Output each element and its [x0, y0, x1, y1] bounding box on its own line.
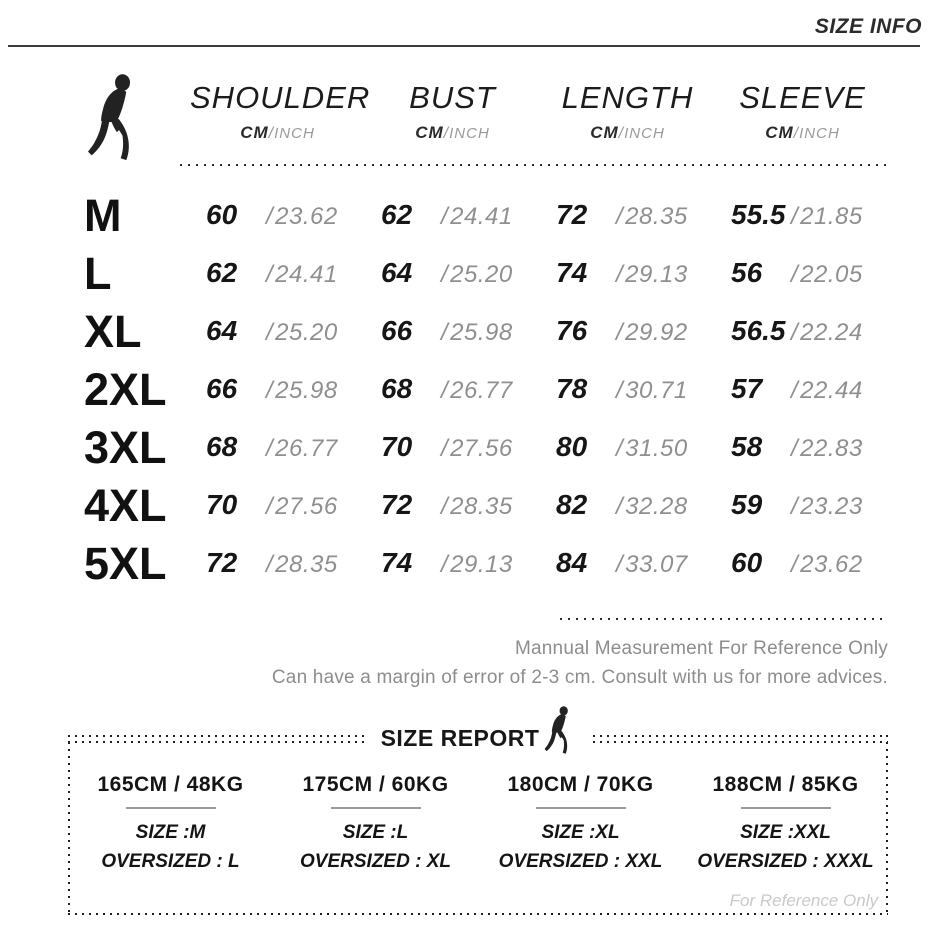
shoulder-cell — [190, 373, 365, 405]
cm-value: 64 — [206, 315, 238, 346]
unit-inch: INCH — [799, 125, 840, 142]
unit-cm: CM — [765, 123, 794, 142]
slash-separator: / — [441, 551, 449, 578]
size-label: 5XL — [84, 537, 167, 589]
cm-value: 64 — [381, 257, 413, 288]
table-row-4xl — [70, 476, 890, 534]
height-weight: 175CM / 60KG — [302, 773, 449, 796]
inch-number: 26.77 — [450, 377, 513, 404]
sleeve-cell — [715, 489, 890, 521]
cm-value: 55.5 — [731, 199, 786, 230]
size-report-header — [367, 701, 590, 753]
height-weight: 165CM / 48KG — [97, 773, 244, 796]
slash-separator: / — [266, 377, 274, 404]
inch-number: 25.20 — [275, 319, 338, 346]
report-entry-xxl — [683, 773, 888, 873]
size-label: M — [84, 189, 122, 241]
cm-value: 59 — [731, 489, 763, 520]
inch-value — [441, 493, 513, 521]
unit-cm: CM — [590, 123, 619, 142]
inch-value — [791, 319, 863, 347]
inch-value — [791, 493, 863, 521]
size-label: XL — [84, 305, 142, 357]
note-line-1: Mannual Measurement For Reference Only — [515, 638, 888, 659]
inch-value — [441, 261, 513, 289]
recommended-size: SIZE :M — [135, 822, 206, 843]
inch-value — [441, 203, 513, 231]
table-column-headers — [70, 80, 890, 143]
note-line-2: Can have a margin of error of 2-3 cm. Consult with us for more advices. — [271, 667, 888, 689]
inch-number: 28.35 — [450, 493, 513, 520]
oversized-size: OVERSIZED : XL — [300, 851, 451, 872]
inch-value — [266, 203, 338, 231]
size-label: L — [84, 247, 112, 299]
inch-number: 29.13 — [625, 261, 688, 288]
cm-value: 80 — [556, 431, 588, 462]
length-cell — [540, 315, 715, 347]
table-row-m — [70, 186, 890, 244]
slash-separator: / — [791, 493, 799, 520]
unit-inch: INCH — [274, 125, 315, 142]
inch-value — [616, 551, 688, 579]
oversized-size: OVERSIZED : XXXL — [697, 851, 874, 872]
inch-number: 25.98 — [275, 377, 338, 404]
page-title: SIZE INFO — [814, 15, 922, 38]
size-table — [70, 186, 890, 592]
cm-value: 57 — [731, 373, 763, 404]
entry-divider — [126, 807, 216, 809]
oversized-size: OVERSIZED : XXL — [498, 851, 663, 872]
inch-value — [266, 435, 338, 463]
sleeve-cell — [715, 199, 890, 231]
slash-separator: / — [616, 203, 624, 230]
column-label: LENGTH — [561, 80, 694, 115]
size-report-title: SIZE REPORT — [380, 725, 540, 751]
slash-separator: / — [268, 125, 275, 142]
slash-separator: / — [441, 319, 449, 346]
inch-number: 24.41 — [275, 261, 338, 288]
slash-separator: / — [616, 435, 624, 462]
inch-number: 23.23 — [800, 493, 863, 520]
bust-cell — [365, 489, 540, 521]
report-entry-xl — [478, 773, 683, 873]
column-label: SHOULDER — [190, 80, 371, 115]
inch-number: 31.50 — [625, 435, 688, 462]
inch-value — [616, 377, 688, 405]
column-header-length — [540, 80, 715, 143]
inch-number: 22.44 — [800, 377, 863, 404]
slash-separator: / — [266, 493, 274, 520]
bust-cell — [365, 431, 540, 463]
table-row-5xl — [70, 534, 890, 592]
column-header-shoulder — [190, 80, 371, 143]
inch-number: 25.20 — [450, 261, 513, 288]
recommended-size: SIZE :L — [342, 822, 409, 843]
slash-separator: / — [443, 125, 450, 142]
inch-value — [616, 493, 688, 521]
cm-value: 72 — [206, 547, 238, 578]
cm-value: 68 — [206, 431, 238, 462]
shoulder-cell — [190, 489, 365, 521]
column-units — [365, 123, 540, 143]
cm-value: 66 — [381, 315, 413, 346]
inch-value — [441, 377, 513, 405]
shoulder-cell — [190, 431, 365, 463]
shoulder-cell — [190, 199, 365, 231]
inch-value — [791, 377, 863, 405]
inch-number: 30.71 — [625, 377, 688, 404]
bust-cell — [365, 315, 540, 347]
length-cell — [540, 431, 715, 463]
bust-cell — [365, 257, 540, 289]
cm-value: 74 — [556, 257, 588, 288]
table-row-xl — [70, 302, 890, 360]
inch-number: 22.05 — [800, 261, 863, 288]
oversized-size: OVERSIZED : L — [101, 851, 240, 872]
inch-value — [791, 551, 863, 579]
entry-divider — [331, 807, 421, 809]
measurement-notes — [272, 634, 888, 693]
size-report-entries — [68, 735, 888, 873]
inch-value — [441, 435, 513, 463]
bust-cell — [365, 199, 540, 231]
bust-cell — [365, 373, 540, 405]
cm-value: 62 — [206, 257, 238, 288]
inch-number: 29.13 — [450, 551, 513, 578]
slash-separator: / — [441, 203, 449, 230]
inch-value — [616, 435, 688, 463]
cm-value: 70 — [381, 431, 413, 462]
cm-value: 76 — [556, 315, 588, 346]
slash-separator: / — [793, 125, 800, 142]
height-weight: 180CM / 70KG — [507, 773, 654, 796]
slash-separator: / — [616, 261, 624, 288]
slash-separator: / — [441, 261, 449, 288]
inch-number: 23.62 — [275, 203, 338, 230]
sleeve-cell — [715, 431, 890, 463]
inch-number: 24.41 — [450, 203, 513, 230]
inch-number: 32.28 — [625, 493, 688, 520]
inch-value — [441, 319, 513, 347]
slash-separator: / — [616, 377, 624, 404]
cm-value: 78 — [556, 373, 588, 404]
cm-value: 60 — [731, 547, 763, 578]
length-cell — [540, 547, 715, 579]
slash-separator: / — [791, 261, 799, 288]
inch-number: 22.24 — [800, 319, 863, 346]
inch-number: 22.83 — [800, 435, 863, 462]
inch-number: 26.77 — [275, 435, 338, 462]
shoulder-cell — [190, 257, 365, 289]
entry-divider — [536, 807, 626, 809]
header-rule — [8, 45, 920, 47]
column-units — [715, 123, 890, 143]
report-footer-note: For Reference Only — [729, 891, 878, 910]
slash-separator: / — [791, 319, 799, 346]
inch-number: 33.07 — [625, 551, 688, 578]
unit-cm: CM — [240, 123, 269, 142]
notes-dotted-divider — [560, 618, 888, 620]
slash-separator: / — [616, 551, 624, 578]
size-label: 4XL — [84, 479, 167, 531]
cm-value: 60 — [206, 199, 238, 230]
size-label: 2XL — [84, 363, 167, 415]
inch-number: 27.56 — [275, 493, 338, 520]
table-row-l — [70, 244, 890, 302]
slash-separator: / — [441, 435, 449, 462]
length-cell — [540, 489, 715, 521]
report-entry-l — [273, 773, 478, 873]
inch-value — [791, 261, 863, 289]
header-dotted-divider — [180, 164, 890, 166]
cm-value: 72 — [381, 489, 413, 520]
cm-value: 56 — [731, 257, 763, 288]
column-units — [190, 123, 365, 143]
inch-value — [266, 377, 338, 405]
entry-divider — [741, 807, 831, 809]
shoulder-cell — [190, 547, 365, 579]
height-weight: 188CM / 85KG — [712, 773, 859, 796]
table-row-3xl — [70, 418, 890, 476]
cm-value: 56.5 — [731, 315, 786, 346]
cm-value: 70 — [206, 489, 238, 520]
inch-value — [441, 551, 513, 579]
inch-number: 21.85 — [800, 203, 863, 230]
inch-number: 25.98 — [450, 319, 513, 346]
inch-value — [616, 261, 688, 289]
slash-separator: / — [791, 377, 799, 404]
shoulder-cell — [190, 315, 365, 347]
sleeve-cell — [715, 373, 890, 405]
slash-separator: / — [618, 125, 625, 142]
inch-value — [791, 435, 863, 463]
header-spacer — [70, 80, 190, 143]
recommended-size: SIZE :XXL — [740, 822, 831, 843]
cm-value: 74 — [381, 547, 413, 578]
length-cell — [540, 199, 715, 231]
inch-value — [266, 261, 338, 289]
sleeve-cell — [715, 257, 890, 289]
inch-number: 27.56 — [450, 435, 513, 462]
slash-separator: / — [266, 435, 274, 462]
slash-separator: / — [441, 493, 449, 520]
slash-separator: / — [791, 551, 799, 578]
slash-separator: / — [616, 319, 624, 346]
inch-value — [266, 551, 338, 579]
cm-value: 82 — [556, 489, 588, 520]
slash-separator: / — [616, 493, 624, 520]
inch-number: 28.35 — [275, 551, 338, 578]
column-header-bust — [365, 80, 540, 143]
size-label: 3XL — [84, 421, 167, 473]
column-header-sleeve — [715, 80, 890, 143]
inch-value — [266, 319, 338, 347]
length-cell — [540, 257, 715, 289]
unit-inch: INCH — [449, 125, 490, 142]
report-entry-m — [68, 773, 273, 873]
unit-inch: INCH — [624, 125, 665, 142]
slash-separator: / — [441, 377, 449, 404]
column-units — [540, 123, 715, 143]
sleeve-cell — [715, 315, 890, 347]
cm-value: 72 — [556, 199, 588, 230]
table-row-2xl — [70, 360, 890, 418]
inch-number: 29.92 — [625, 319, 688, 346]
inch-value — [616, 203, 688, 231]
cm-value: 84 — [556, 547, 588, 578]
inch-value — [616, 319, 688, 347]
inch-number: 28.35 — [625, 203, 688, 230]
slash-separator: / — [791, 435, 799, 462]
cm-value: 66 — [206, 373, 238, 404]
inch-value — [266, 493, 338, 521]
slash-separator: / — [266, 319, 274, 346]
slash-separator: / — [266, 261, 274, 288]
inch-value — [791, 203, 863, 231]
slash-separator: / — [791, 203, 799, 230]
slash-separator: / — [266, 551, 274, 578]
length-cell — [540, 373, 715, 405]
walking-hominid-icon — [544, 705, 575, 757]
size-report-box — [68, 725, 888, 915]
column-label: BUST — [409, 80, 496, 115]
recommended-size: SIZE :XL — [541, 822, 620, 843]
slash-separator: / — [266, 203, 274, 230]
cm-value: 68 — [381, 373, 413, 404]
inch-number: 23.62 — [800, 551, 863, 578]
unit-cm: CM — [415, 123, 444, 142]
sleeve-cell — [715, 547, 890, 579]
cm-value: 62 — [381, 199, 413, 230]
column-label: SLEEVE — [739, 80, 866, 115]
bust-cell — [365, 547, 540, 579]
cm-value: 58 — [731, 431, 763, 462]
